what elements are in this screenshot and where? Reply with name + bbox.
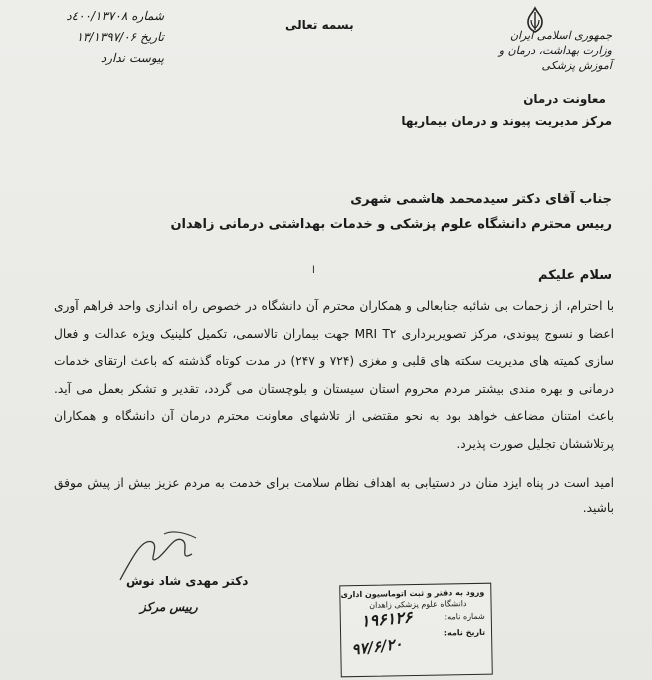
meta-date-value: ١٣٩٧/٠۶/١٣ xyxy=(76,30,137,44)
meta-number-value: ٤٠٠/١٣٧٠٨د xyxy=(66,9,128,23)
meta-number-row xyxy=(14,6,164,27)
meta-attachment-label: پیوست xyxy=(129,51,164,65)
ministry-logo: جمهوری اسلامی ایران وزارت بهداشت، درمان و آموزش پزشکی xyxy=(498,29,612,72)
stamp-line1: ورود به دفتر و ثبت اتوماسیون اداری xyxy=(340,587,485,600)
signer-title: رییس مرکز xyxy=(140,600,198,614)
margin-mark: ا xyxy=(312,265,315,276)
stamp-line2: دانشگاه علوم پزشکی زاهدان xyxy=(369,599,467,610)
stamp-number-label: شماره نامه: xyxy=(444,611,485,622)
stamp-handwritten-date: ۹۷/۶/۲۰ xyxy=(350,634,404,659)
letter-body: با احترام، از زحمات بی شائبه جنابعالی و همکاران محترم آن دانشگاه در خصوص راه اندازی واحد فراهم آوری اعضا و نسوج پیوندی، مرکز تصویربرداری MRI T۲ جهت بیماران تالاسمی، تکمیل کلینیک ویژه عدالت و فعال سازی کمیته های مدیریت سکته های قلبی و مغزی (۷۲۴ و ۲۴۷) در مدت کوتاه گذشته که باعث ارتقای خدمات درمانی و بهره مندی بیشتر مردم محروم استان سیستان و بلوچستان می گردد، تقدیر و تشکر بعمل می آید. باعث امتنان مضاعف خواهد بود به نحو مقتضی از تلاشهای معاونت محترم درمان آن دانشگاه و همکاران پرتلاششان تجلیل صورت پذیرد. xyxy=(54,299,614,451)
addressee-title: رییس محترم دانشگاه علوم پزشکی و خدمات بهداشتی درمانی زاهدان xyxy=(170,217,612,232)
meta-date-row xyxy=(14,27,164,48)
addressee-name: جناب آقای دکتر سیدمحمد هاشمی شهری xyxy=(350,192,612,207)
meta-number-label: شماره xyxy=(131,9,164,23)
signer-name: دکتر مهدی شاد نوش xyxy=(126,574,249,588)
center-title: مرکز مدیریت پیوند و درمان بیماریها xyxy=(401,114,612,128)
meta-date-label: تاریخ xyxy=(140,30,164,44)
meta-attachment-value: ندارد xyxy=(100,51,125,65)
letter-closing: امید است در پناه ایزد منان در دستیابی به اهداف نظام سلامت برای خدمت به مردم عزیز بیش از پیش موفق باشید. xyxy=(54,476,614,515)
stamp-date-label: تاریخ نامه: xyxy=(443,627,486,638)
stamp-handwritten-number: ۱۹۶۱۲۶ xyxy=(360,607,414,631)
meta-attachment-row xyxy=(14,48,164,69)
greeting: سلام علیکم xyxy=(538,268,612,283)
letter-meta xyxy=(14,6,164,69)
basmala: بسمه تعالی xyxy=(285,18,354,32)
deputy-title: معاونت درمان xyxy=(523,92,606,106)
registration-stamp xyxy=(339,583,493,678)
